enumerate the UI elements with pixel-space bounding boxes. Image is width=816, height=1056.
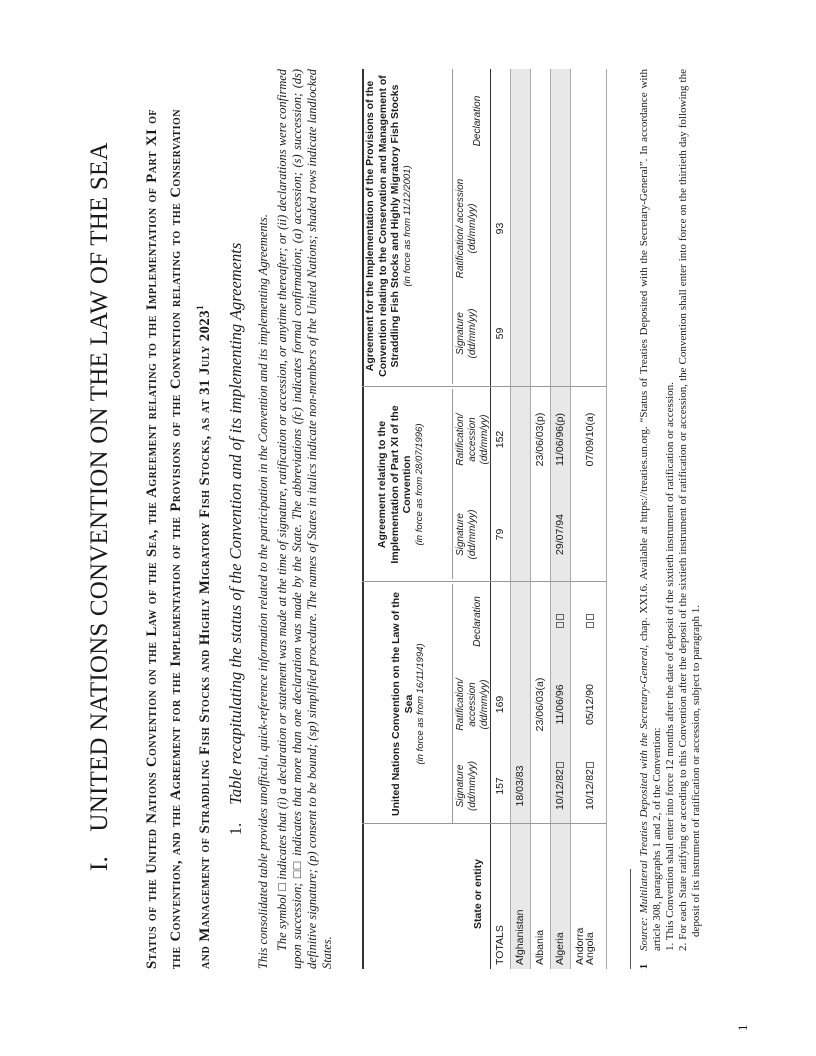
col-header-part-xi-ratification: Ratification/ accession (dd/mm/yy) <box>455 413 490 466</box>
signature-date: 10/12/82 <box>554 769 566 810</box>
footnote-source-title: Multilateral Treaties Deposited with the Secretary-General, <box>638 644 650 914</box>
group-rule-fish <box>452 69 453 384</box>
group-subtitle-unclos: (in force as from 16/11/1994) <box>415 643 426 765</box>
declaration-symbol-icon <box>586 762 594 768</box>
declaration-symbol-icon <box>556 762 564 768</box>
cell-unclos-signature <box>554 751 566 821</box>
double-declaration-icon <box>584 614 596 630</box>
col-header-fish-ratification: Ratification/ accession (dd/mm/yy) <box>455 178 478 279</box>
col-header-fish-declaration: Declaration <box>472 95 483 147</box>
cell-entity: Albania <box>534 929 546 965</box>
header-bottom-rule <box>490 69 491 969</box>
row-divider <box>570 69 571 969</box>
chapter-number: I. <box>86 856 113 871</box>
col-header-unclos-ratification: Ratification/ accession (dd/mm/yy) <box>455 678 490 731</box>
table-bottom-rule <box>606 69 607 969</box>
chapter-title <box>86 142 114 871</box>
footnote-ref[interactable]: 1 <box>195 304 205 310</box>
col-header-unclos-signature: Signature (dd/mm/yy) <box>455 761 478 811</box>
cell-fish-signature: 59 <box>494 327 506 340</box>
chapter-title-text: UNITED NATIONS CONVENTION ON THE LAW OF THE SEA <box>86 142 113 832</box>
footnote-item-2: 2. For each State ratifying or acceding to this Convention after the deposit of the sixtieth instrument of ratification or accession, the Convention shall enter into force on the thirtieth day following the deposit of its instrument of ratification or accession, subject to paragraph 1. <box>677 69 702 951</box>
cell-unclos-ratification: 23/06/03(a) <box>534 677 546 732</box>
status-table <box>362 69 610 969</box>
footnote-divider <box>630 869 631 969</box>
cell-part-xi-signature: 29/07/94 <box>554 514 566 555</box>
cell-unclos-ratification: 05/12/90 <box>584 684 596 725</box>
document-subtitle <box>140 109 217 969</box>
cell-part-xi-ratification: 23/06/03(p) <box>534 412 546 467</box>
group-header-part-xi <box>376 392 426 577</box>
cell-unclos-signature: 18/03/83 <box>514 765 526 807</box>
group-header-fish <box>364 71 414 381</box>
cell-entity: Afghanistan <box>514 909 526 965</box>
footnote-marker: 1 <box>639 964 650 969</box>
group-subtitle-part-xi: (in force as from 28/07/1996) <box>413 423 425 546</box>
double-declaration-icon <box>554 614 566 630</box>
col-separator <box>362 386 606 387</box>
col-header-part-xi-signature: Signature (dd/mm/yy) <box>455 509 478 560</box>
footnote-body <box>638 69 703 951</box>
footnotes <box>638 69 703 969</box>
col-header-fish-signature: Signature (dd/mm/yy) <box>455 308 478 359</box>
cell-unclos-declaration <box>554 584 566 659</box>
cell-fish-ratification: 93 <box>494 222 506 235</box>
cell-unclos-signature: 157 <box>494 777 506 795</box>
cell-part-xi-signature: 79 <box>494 528 506 541</box>
group-header-unclos <box>390 589 428 819</box>
col-separator <box>362 823 606 824</box>
section-heading <box>226 109 246 969</box>
section-number: 1. <box>226 822 245 836</box>
row-divider <box>550 69 551 969</box>
group-title-unclos: United Nations Convention on the Law of the Sea <box>390 592 415 816</box>
row-divider <box>510 69 511 969</box>
cell-part-xi-ratification: 11/06/96(p) <box>554 413 566 466</box>
section-title-text: Table recapitulating the status of the Convention and of its implementing Agreements <box>226 242 245 805</box>
cell-entity: Angola <box>584 932 596 965</box>
row-divider <box>530 69 531 969</box>
page-number: 1 <box>735 1024 750 1031</box>
cell-entity: Andorra <box>574 927 586 965</box>
shaded-row-afghanistan <box>510 69 530 969</box>
group-subtitle-fish: (in force as from 11/12/2001) <box>401 165 413 287</box>
cell-unclos-ratification: 169 <box>494 695 506 714</box>
intro-paragraph-1: This consolidated table provides unofficial, quick-reference information related to the participation in the Convention and its implementing Agreements. <box>256 214 270 969</box>
subtitle-text: Status of the United Nations Convention on the Law of the Sea, the Agreement relating to the Implementation of Part XI of the Convention, and the Agreement for the Implementation of the Provisions of the Convention relating to the Conservation and Management of Straddling Fish Stocks and Highly Migratory Fish Stocks, as at 31 July 2023 <box>144 109 213 969</box>
group-rule-unclos <box>452 584 453 824</box>
cell-unclos-declaration <box>584 584 596 659</box>
footnote-source-label: Source: <box>638 917 650 951</box>
signature-date: 10/12/82 <box>584 769 596 810</box>
intro-text <box>256 69 339 969</box>
col-header-unclos-declaration: Declaration <box>472 596 483 647</box>
intro-paragraph-2: The symbol □ indicates that (i) a declaration or statement was made at the time of signature, ratification or accession, or anytime thereafter; or (ii) declarations were confirmed upon succession; □□ indicates that more than one declaration was made by the State. The abbreviations (fc) indicates formal confirmation; (a) accession; (s) succession; (ds) definitive signature; (p) consent to be bound; (sp) simplified procedure. The names of States in italics indicate non-members of the United Nations; shaded rows indicate landlocked States. <box>275 69 334 969</box>
cell-entity: Algeria <box>554 932 566 965</box>
footnote-item-1: 1. This Convention shall enter into force 12 months after the date of deposit of the sixtieth instrument of ratification or accession. <box>664 382 676 951</box>
footnote-source <box>638 69 664 951</box>
group-rule-part-xi <box>452 389 453 579</box>
cell-unclos-ratification: 11/06/96 <box>554 684 566 725</box>
cell-unclos-signature <box>584 751 596 821</box>
col-separator <box>362 581 606 582</box>
cell-part-xi-ratification: 152 <box>494 430 506 449</box>
cell-part-xi-ratification: 07/09/10(a) <box>584 412 596 467</box>
footnote-source-text: chap. XXI.6. Available at https://treaties.un.org. “Status of Treaties Deposited with the Secretary-General”. In accordance with article 308, paragraphs 1 and 2, of the Convention: <box>638 68 663 951</box>
entity-column-header: State or entity <box>472 858 484 929</box>
group-title-part-xi: Agreement relating to the Implementation of Part XI of the Convention <box>376 405 413 564</box>
group-title-fish: Agreement for the Implementation of the Provisions of the Convention relating to the Conservation and Management of Straddling Fish Stocks and Highly Migratory Fish Stocks <box>364 75 401 377</box>
cell-entity: TOTALS <box>494 925 506 965</box>
